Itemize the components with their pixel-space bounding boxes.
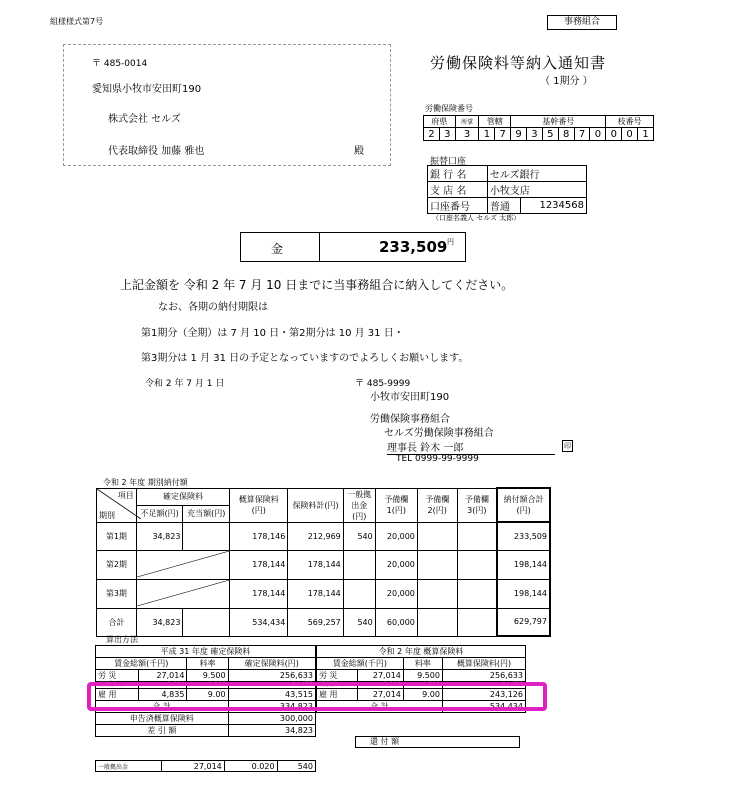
bank-label: 銀 行 名 bbox=[428, 166, 488, 182]
cell: 20,000 bbox=[375, 522, 417, 550]
ins-digit: 0 bbox=[590, 128, 606, 141]
cell: 9.00 bbox=[403, 689, 442, 701]
document-subtitle: （ 1期分 ） bbox=[540, 76, 593, 87]
cell: 34,675 bbox=[442, 682, 525, 689]
ins-digit: 0 bbox=[606, 128, 622, 141]
bank-value: 小牧支店 bbox=[487, 182, 586, 198]
period-label: 第1期 bbox=[97, 522, 137, 550]
row-label: 特別加入 bbox=[96, 682, 139, 689]
header-estimated: 概算保険料(円) bbox=[230, 488, 288, 522]
slashed-cell bbox=[136, 550, 229, 579]
corner-cell bbox=[97, 488, 137, 522]
company-name: 株式会社 セルズ bbox=[108, 114, 181, 125]
general-contribution-table bbox=[95, 760, 316, 772]
left-total: 334,823 bbox=[228, 701, 315, 713]
ins-digit: 3 bbox=[527, 128, 543, 141]
amount-box bbox=[240, 232, 466, 262]
address-postal: 〒 485-0014 bbox=[92, 59, 148, 69]
ins-digit: 3 bbox=[439, 128, 455, 141]
right-total-label: 合 計 bbox=[317, 701, 443, 713]
cell: 9.500 bbox=[187, 682, 228, 689]
cell bbox=[457, 608, 497, 636]
refund-box bbox=[355, 736, 520, 748]
insurance-number-caption: 労働保険番号 bbox=[425, 104, 473, 113]
amount-value: 233,509 bbox=[379, 238, 448, 256]
header-period: 期別 bbox=[99, 510, 115, 520]
bank-table bbox=[427, 165, 587, 214]
ins-digit: 1 bbox=[479, 128, 495, 141]
period-table bbox=[96, 487, 551, 637]
header-confirmed: 確定保険料 bbox=[136, 488, 229, 505]
header-spare1: 予備欄1(円) bbox=[375, 488, 417, 522]
sender-postal: 〒 485-9999 bbox=[355, 379, 411, 389]
bank-account-number: 1234568 bbox=[521, 198, 587, 214]
body-line-3: 第1期分（全期）は 7 月 10 日・第2期分は 10 月 31 日・ bbox=[141, 328, 404, 339]
cell: 4,835 bbox=[138, 689, 187, 701]
period-label: 第2期 bbox=[97, 550, 137, 579]
cell: 27,014 bbox=[357, 689, 403, 701]
period-table-caption: 令和 2 年度 期別納付額 bbox=[103, 478, 188, 487]
cell: 27,014 bbox=[138, 670, 187, 682]
ins-digit: 2 bbox=[424, 128, 440, 141]
cell bbox=[183, 522, 230, 550]
cell: 8,000 bbox=[357, 682, 403, 689]
header-spare3: 予備欄3(円) bbox=[457, 488, 497, 522]
document-title: 労働保険料等納入通知書 bbox=[430, 54, 607, 72]
header-item: 項目 bbox=[117, 490, 134, 500]
cell: 569,257 bbox=[288, 608, 343, 636]
ins-digit: 7 bbox=[574, 128, 590, 141]
bank-label: 支 店 名 bbox=[428, 182, 488, 198]
header-total: 保険料計(円) bbox=[288, 488, 343, 522]
header-grand: 納付額合計(円) bbox=[497, 488, 550, 522]
cell bbox=[417, 579, 457, 608]
col-conf: 確定保険料(円) bbox=[228, 658, 315, 670]
cell: 178,144 bbox=[288, 550, 343, 579]
cell: 178,144 bbox=[230, 579, 288, 608]
form-number: 組様様式第7号 bbox=[50, 17, 104, 26]
period-row bbox=[97, 608, 551, 636]
cell: 9.500 bbox=[403, 682, 442, 689]
slashed-cell bbox=[136, 579, 229, 608]
col-est: 概算保険料(円) bbox=[442, 658, 525, 670]
period-label: 第3期 bbox=[97, 579, 137, 608]
period-label: 合計 bbox=[97, 608, 137, 636]
cell bbox=[343, 579, 375, 608]
account-holder: （口座名義人 セルズ 太郎） bbox=[432, 214, 521, 222]
diff-label: 差 引 額 bbox=[96, 725, 229, 737]
row-label: 労 災 bbox=[317, 670, 358, 682]
ins-digit: 8 bbox=[558, 128, 574, 141]
cell: 198,144 bbox=[497, 550, 550, 579]
cell: 534,434 bbox=[230, 608, 288, 636]
cell bbox=[457, 522, 497, 550]
right-total: 534,434 bbox=[442, 701, 525, 713]
left-total-label: 合 計 bbox=[96, 701, 229, 713]
cell: 43,515 bbox=[228, 689, 315, 701]
period-row bbox=[97, 550, 551, 579]
body-line-1: 上記金額を 令和 2 年 7 月 10 日までに当事務組合に納入してください。 bbox=[120, 278, 514, 292]
cell: 34,823 bbox=[136, 522, 183, 550]
bank-value: 普通 bbox=[487, 198, 520, 214]
refund-label: 還 付 額 bbox=[370, 737, 400, 746]
highlight-box bbox=[87, 682, 547, 711]
col-rate: 料率 bbox=[403, 658, 442, 670]
sender-org1: 労働保険事務組合 bbox=[370, 414, 450, 425]
cell: 8,000 bbox=[138, 682, 187, 689]
cell bbox=[417, 608, 457, 636]
cell bbox=[417, 550, 457, 579]
amount-label: 金 bbox=[271, 242, 284, 256]
col-base: 賃金総額(千円) bbox=[96, 658, 187, 670]
cell: 60,000 bbox=[375, 608, 417, 636]
header-spare2: 予備欄2(円) bbox=[417, 488, 457, 522]
ins-digit: 5 bbox=[542, 128, 558, 141]
slash-line bbox=[137, 551, 229, 577]
ins-header: 所掌 bbox=[455, 116, 479, 128]
period-row bbox=[97, 522, 551, 550]
cell: 20,000 bbox=[375, 579, 417, 608]
cell bbox=[417, 522, 457, 550]
ins-digit: 1 bbox=[638, 128, 654, 141]
ins-header: 枝番号 bbox=[606, 116, 654, 128]
ins-header: 府県 bbox=[424, 116, 456, 128]
sender-org2: セルズ労働保険事務組合 bbox=[384, 428, 494, 439]
row-label: 雇 用 bbox=[317, 689, 358, 701]
col-base: 賃金総額(千円) bbox=[317, 658, 404, 670]
cell: 256,633 bbox=[442, 670, 525, 682]
ins-header: 管轄 bbox=[479, 116, 511, 128]
sender-tel: TEL 0999-99-9999 bbox=[396, 454, 479, 464]
office-tag: 事務組合 bbox=[547, 15, 617, 30]
calc-caption: 算出方法 bbox=[106, 635, 138, 644]
cell: 9.00 bbox=[187, 689, 228, 701]
cell: 540 bbox=[343, 522, 375, 550]
address-line: 愛知県小牧市安田町190 bbox=[92, 84, 202, 95]
cell bbox=[457, 579, 497, 608]
ins-digit: 9 bbox=[511, 128, 527, 141]
bank-caption: 振替口座 bbox=[430, 157, 467, 167]
bank-value: セルズ銀行 bbox=[487, 166, 586, 182]
general-amount: 540 bbox=[277, 761, 315, 772]
cell: 9.500 bbox=[403, 670, 442, 682]
row-label: 特別加入 bbox=[317, 682, 358, 689]
bank-label: 口座番号 bbox=[428, 198, 488, 214]
cell: 178,146 bbox=[230, 522, 288, 550]
cell bbox=[343, 550, 375, 579]
body-line-4: 第3期分は 1 月 31 日の予定となっていますのでよろしくお願いします。 bbox=[141, 353, 469, 364]
ins-digit: 3 bbox=[455, 128, 479, 141]
paid-label: 申告済概算保険料 bbox=[96, 713, 229, 725]
sender-address: 小牧市安田町190 bbox=[370, 392, 450, 403]
cell: 256,633 bbox=[228, 670, 315, 682]
header-allocated: 充当額(円) bbox=[183, 505, 230, 522]
col-rate: 料率 bbox=[187, 658, 228, 670]
cell: 27,014 bbox=[357, 670, 403, 682]
cell: 198,144 bbox=[497, 579, 550, 608]
period-row bbox=[97, 579, 551, 608]
ins-header: 基幹番号 bbox=[511, 116, 606, 128]
issue-date: 令和 2 年 7 月 1 日 bbox=[145, 379, 225, 389]
cell bbox=[183, 608, 230, 636]
cell: 540 bbox=[343, 608, 375, 636]
row-label: 雇 用 bbox=[96, 689, 139, 701]
amount-unit: 円 bbox=[447, 238, 454, 246]
cell: 243,126 bbox=[442, 689, 525, 701]
calc-right-title: 令和 2 年度 概算保険料 bbox=[317, 646, 526, 658]
row-label: 労 災 bbox=[96, 670, 139, 682]
general-base: 27,014 bbox=[162, 761, 224, 772]
seal-mark: 印 bbox=[564, 442, 571, 450]
honorific: 殿 bbox=[354, 146, 364, 157]
cell: 34,823 bbox=[136, 608, 183, 636]
body-line-2: なお、各期の納付期限は bbox=[158, 302, 268, 313]
representative: 代表取締役 加藤 雅也 bbox=[108, 146, 205, 157]
cell: 233,509 bbox=[497, 522, 550, 550]
cell: 178,144 bbox=[230, 550, 288, 579]
cell: 34,675 bbox=[228, 682, 315, 689]
cell: 212,969 bbox=[288, 522, 343, 550]
general-label: 一般拠出金 bbox=[96, 761, 162, 772]
ins-digit: 0 bbox=[622, 128, 638, 141]
cell: 9.500 bbox=[187, 670, 228, 682]
cell bbox=[457, 550, 497, 579]
cell: 20,000 bbox=[375, 550, 417, 579]
diff-value: 34,823 bbox=[228, 725, 315, 737]
cell: 178,144 bbox=[288, 579, 343, 608]
calc-left-title: 平成 31 年度 確定保険料 bbox=[96, 646, 316, 658]
ins-digit: 7 bbox=[495, 128, 511, 141]
sender-chief: 理事長 鈴木 一郎 bbox=[387, 439, 555, 455]
general-rate: 0.020 bbox=[224, 761, 277, 772]
cell: 629,797 bbox=[497, 608, 550, 636]
insurance-number-table bbox=[423, 115, 654, 141]
header-contribution: 一般拠出金(円) bbox=[343, 488, 375, 522]
paid-value: 300,000 bbox=[228, 713, 315, 725]
header-shortage: 不足額(円) bbox=[136, 505, 183, 522]
slash-line bbox=[137, 580, 229, 606]
